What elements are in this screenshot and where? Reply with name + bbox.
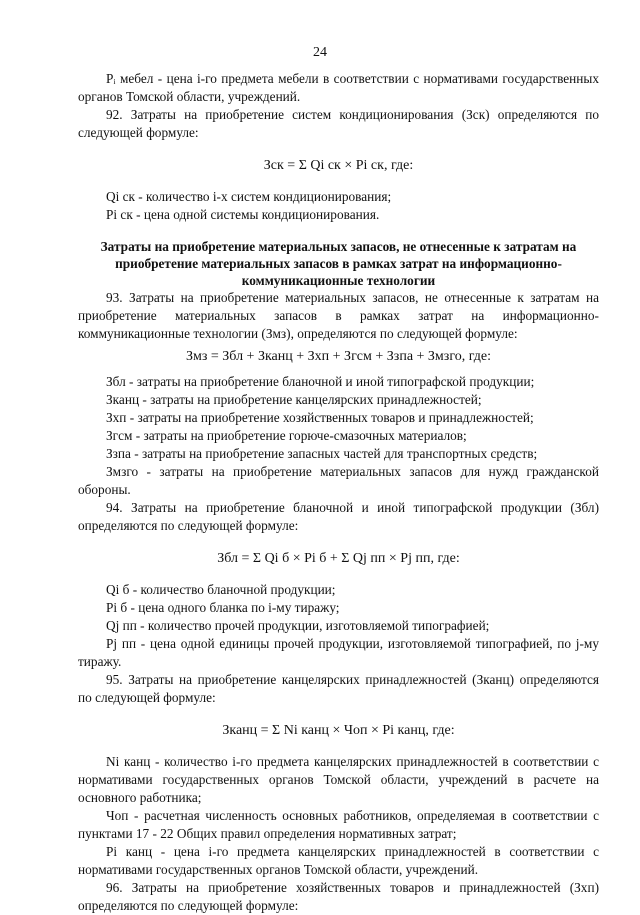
formula-93-text: Змз = Збл + Зканц + Зхп + Згсм + Ззпа + Змзго, где:	[185, 349, 491, 364]
paragraph-95: 95. Затраты на приобретение канцелярских принадлежностей (Зканц) определяются по следующей формуле:	[78, 672, 599, 705]
definition-z-kanc: Зканц - затраты на приобретение канцелярских принадлежностей;	[106, 392, 482, 407]
paragraph-mebel-price: Pᵢ мебел - цена i-го предмета мебели в соответствии с нормативами государственных органов Томской области, учреждений.	[78, 71, 599, 104]
formula-95-text: Зканц = Σ Ni канц × Чоп × Pi канц, где:	[222, 723, 455, 738]
definition-n-kanc: Ni канц - количество i-го предмета канцелярских принадлежностей в соответствии с нормативами государственных органов Томской области, учреждений в расчете на основного работника;	[78, 754, 599, 805]
paragraph-96: 96. Затраты на приобретение хозяйственных товаров и принадлежностей (Зхп) определяются по следующей формуле:	[78, 880, 599, 913]
formula-92	[78, 148, 599, 184]
definition-p-pp: Pj пп - цена одной единицы прочей продукции, изготовляемой типографией, по j-му тиражу.	[78, 636, 599, 669]
formula-95	[78, 713, 599, 749]
section-heading: Затраты на приобретение материальных запасов, не отнесенные к затратам на приобретение материальных запасов в рамках затрат на информационно-коммуникационные технологии	[100, 239, 577, 288]
definition-z-hp: Зхп - затраты на приобретение хозяйственных товаров и принадлежностей;	[106, 410, 534, 425]
definition-p-sk: Pi ск - цена одной системы кондиционирования.	[106, 207, 380, 222]
definition-z-gsm: Згсм - затраты на приобретение горюче-смазочных материалов;	[106, 428, 467, 443]
definition-q-b: Qi б - количество бланочной продукции;	[106, 582, 336, 597]
definition-z-zpa: Ззпа - затраты на приобретение запасных частей для транспортных средств;	[106, 446, 538, 461]
formula-93	[78, 345, 599, 369]
definition-p-b: Pi б - цена одного бланка по i-му тиражу;	[106, 600, 340, 615]
formula-94-text: Збл = Σ Qi б × Pi б + Σ Qj пп × Pj пп, где:	[217, 551, 460, 566]
definition-q-sk: Qi ск - количество i-х систем кондиционирования;	[106, 189, 392, 204]
paragraph-94: 94. Затраты на приобретение бланочной и иной типографской продукции (Збл) определяются по следующей формуле:	[78, 500, 599, 533]
page-body	[78, 70, 599, 915]
definition-ch-op: Чоп - расчетная численность основных работников, определяемая в соответствии с пунктами 17 - 22 Общих правил определения нормативных затрат;	[78, 808, 599, 841]
formula-94	[78, 541, 599, 577]
definition-p-kanc: Pi канц - цена i-го предмета канцелярских принадлежностей в соответствии с нормативами государственных органов Томской области, учреждений.	[78, 844, 599, 877]
paragraph-93: 93. Затраты на приобретение материальных запасов, не отнесенные к затратам на приобретение материальных запасов в рамках затрат на информационно-коммуникационные технологии (Змз), определяются по следующей формуле:	[78, 290, 599, 341]
definition-z-bl: Збл - затраты на приобретение бланочной и иной типографской продукции;	[106, 374, 535, 389]
definition-z-mzgo: Змзго - затраты на приобретение материальных запасов для нужд гражданской обороны.	[78, 464, 599, 497]
formula-92-text: Зск = Σ Qi ск × Pi ск, где:	[263, 158, 414, 173]
paragraph-92: 92. Затраты на приобретение систем кондиционирования (Зск) определяются по следующей формуле:	[78, 107, 599, 140]
definition-q-pp: Qj пп - количество прочей продукции, изготовляемой типографией;	[106, 618, 490, 633]
page-number: 24	[313, 45, 327, 60]
